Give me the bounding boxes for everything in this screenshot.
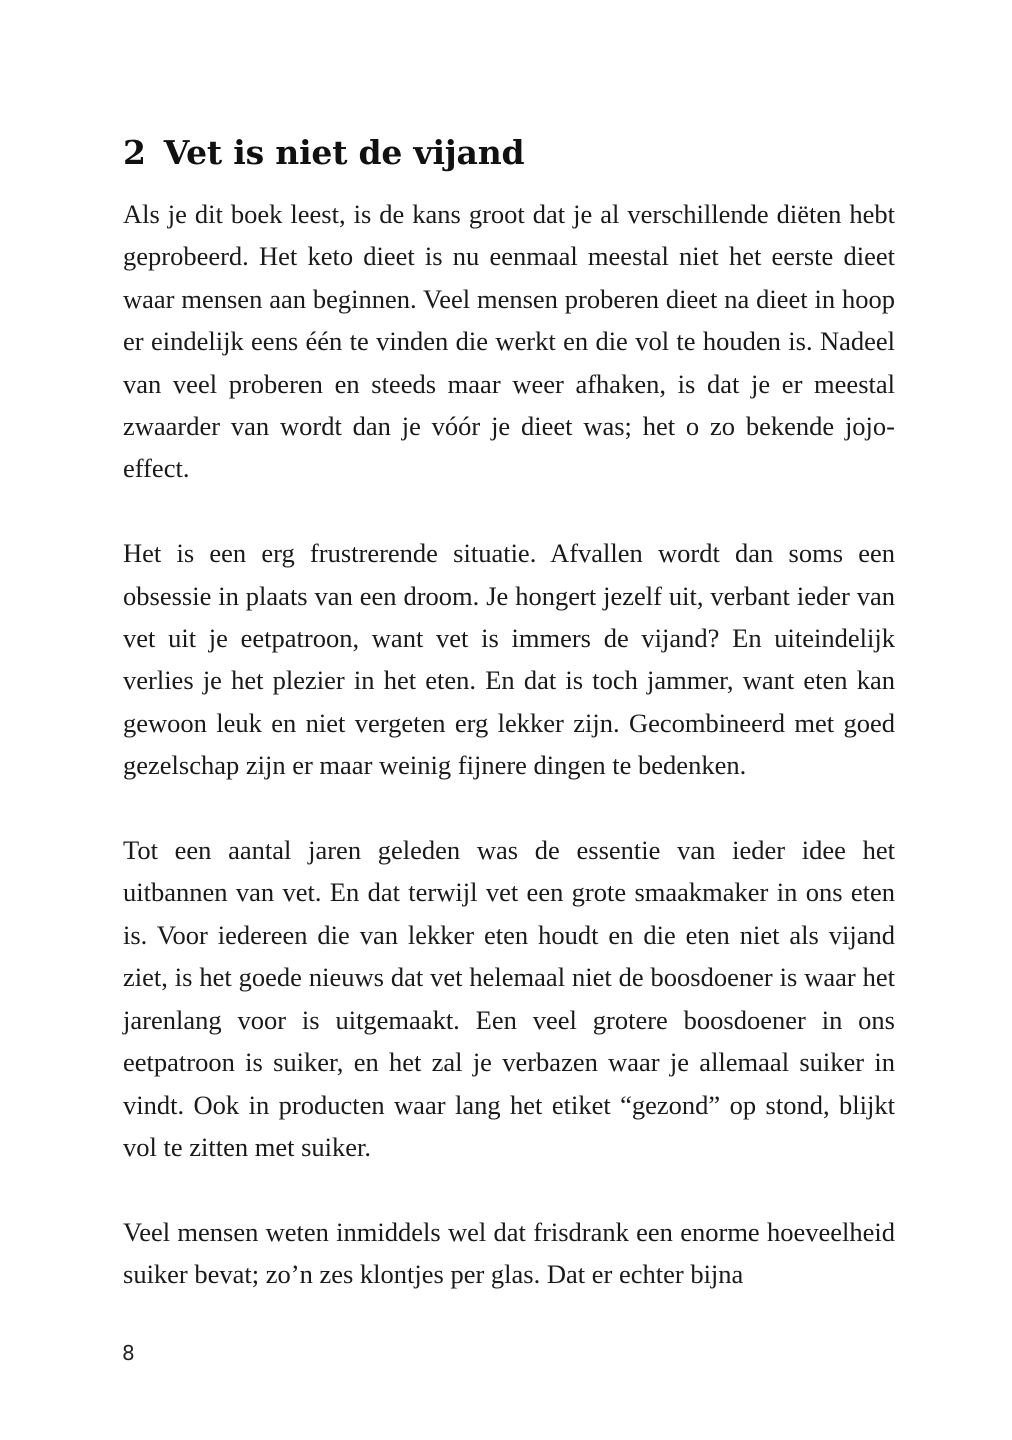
paragraph-1: Als je dit boek leest, is de kans groot dat je al verschillende diëten hebt geprobeerd. Het keto dieet is nu eenmaal meestal niet het eerste dieet waar mensen aan beginnen. Veel mensen proberen dieet na dieet in hoop er eindelijk eens één te vinden die werkt en die vol te houden is. Nadeel van veel proberen en steeds maar weer afhaken, is dat je er meestal zwaarder van wordt dan je vóór je dieet was; het o zo bekende jojo-effect. <box>123 199 895 484</box>
page-number: 8 <box>122 1341 135 1365</box>
chapter-title: Vet is niet de vijand <box>163 133 525 172</box>
paragraph-3: Tot een aantal jaren geleden was de essentie van ieder idee het uitbannen van vet. En dat terwijl vet een grote smaakmaker in ons eten is. Voor iedereen die van lekker eten houdt en die eten niet als vijand ziet, is het goede nieuws dat vet helemaal niet de boosdoener is waar het jarenlang voor is uitgemaakt. Een veel grotere boosdoener in ons eetpatroon is suiker, en het zal je verbazen waar je allemaal suiker in vindt. Ook in producten waar lang het etiket “gezond” op stond, blijkt vol te zitten met suiker. <box>123 835 895 1162</box>
chapter-body <box>123 193 895 1338</box>
paragraph-4: Veel mensen weten inmiddels wel dat frisdrank een enorme hoeveelheid suiker bevat; zo’n zes klontjes per glas. Dat er echter bijna <box>123 1216 895 1290</box>
chapter-number: 2 <box>123 133 146 172</box>
chapter-heading <box>123 128 524 178</box>
paragraph-2: Het is een erg frustrerende situatie. Afvallen wordt dan soms een obsessie in plaats van een droom. Je hongert jezelf uit, verbant ieder van vet uit je eetpatroon, want vet is immers de vijand? En uiteindelijk verlies je het plezier in het eten. En dat is toch jammer, want eten kan gewoon leuk en niet vergeten erg lekker zijn. Gecombineerd met goed gezelschap zijn er maar weinig fijnere dingen te bedenken. <box>123 538 895 781</box>
